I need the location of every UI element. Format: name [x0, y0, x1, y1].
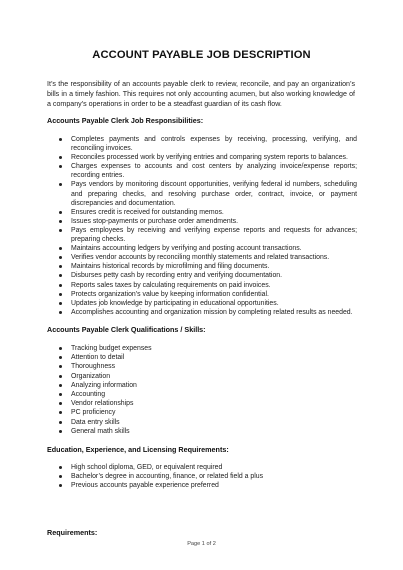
list-item: Verifies vendor accounts by reconciling monthly statements and related transactions. [47, 253, 357, 262]
requirements-heading: Requirements: [47, 528, 98, 537]
list-item: Reconciles processed work by verifying entries and comparing system reports to balances. [47, 153, 357, 162]
list-item: Tracking budget expenses [47, 344, 357, 353]
list-item: Bachelor’s degree in accounting, finance, or related field a plus [47, 472, 357, 481]
list-item: Accomplishes accounting and organization mission by completing related results as needed. [47, 308, 357, 317]
list-item: Disburses petty cash by recording entry and verifying documentation. [47, 271, 357, 280]
list-item: Vendor relationships [47, 399, 357, 408]
document-title: ACCOUNT PAYABLE JOB DESCRIPTION [92, 49, 311, 61]
list-item: Analyzing information [47, 381, 357, 390]
bullet-icon [59, 302, 62, 305]
list-item: Pays vendors by monitoring discount opportunities, verifying federal id numbers, scheduling and preparing checks, and resolving purchase order, contract, invoice, or payment discrepancies and documentation. [47, 180, 357, 207]
list-item: PC proficiency [47, 408, 357, 417]
bullet-icon [59, 466, 62, 469]
list-item: Completes payments and controls expenses by receiving, processing, verifying, and reconciling invoices. [47, 135, 357, 153]
bullet-icon [59, 402, 62, 405]
bullet-icon [59, 256, 62, 259]
bullet-icon [59, 156, 62, 159]
bullet-icon [59, 229, 62, 232]
list-item: Maintains historical records by microfilming and filing documents. [47, 262, 357, 271]
bullet-icon [59, 247, 62, 250]
list-item: General math skills [47, 427, 357, 436]
education-heading: Education, Experience, and Licensing Requirements: [47, 445, 229, 454]
bullet-icon [59, 183, 62, 186]
bullet-icon [59, 274, 62, 277]
list-item: Organization [47, 372, 357, 381]
list-item: Maintains accounting ledgers by verifying and posting account transactions. [47, 244, 357, 253]
bullet-icon [59, 384, 62, 387]
bullet-icon [59, 393, 62, 396]
page-number-footer: Page 1 of 2 [187, 541, 216, 547]
list-item: Pays employees by receiving and verifying expense reports and requests for advances; preparing checks. [47, 226, 357, 244]
list-item: High school diploma, GED, or equivalent required [47, 463, 357, 472]
intro-paragraph: It’s the responsibility of an accounts payable clerk to review, reconcile, and pay an organization’s bills in a timely fashion. This requires not only accounting acumen, but also working knowledge of a company’s operations in order to be a steadfast guardian of its cash flow. [47, 80, 355, 109]
bullet-icon [59, 284, 62, 287]
responsibilities-heading: Accounts Payable Clerk Job Responsibilities: [47, 116, 204, 125]
list-item: Reports sales taxes by calculating requirements on paid invoices. [47, 281, 357, 290]
bullet-icon [59, 430, 62, 433]
responsibilities-list [47, 135, 357, 317]
bullet-icon [59, 293, 62, 296]
bullet-icon [59, 484, 62, 487]
list-item: Ensures credit is received for outstanding memos. [47, 208, 357, 217]
list-item: Issues stop-payments or purchase order amendments. [47, 217, 357, 226]
bullet-icon [59, 138, 62, 141]
bullet-icon [59, 421, 62, 424]
bullet-icon [59, 365, 62, 368]
bullet-icon [59, 347, 62, 350]
qualifications-list [47, 344, 357, 436]
bullet-icon [59, 475, 62, 478]
bullet-icon [59, 311, 62, 314]
bullet-icon [59, 411, 62, 414]
list-item: Previous accounts payable experience preferred [47, 481, 357, 490]
qualifications-heading: Accounts Payable Clerk Qualifications / Skills: [47, 325, 206, 334]
list-item: Thoroughness [47, 362, 357, 371]
bullet-icon [59, 220, 62, 223]
bullet-icon [59, 375, 62, 378]
list-item: Accounting [47, 390, 357, 399]
list-item: Data entry skills [47, 418, 357, 427]
bullet-icon [59, 165, 62, 168]
bullet-icon [59, 265, 62, 268]
list-item: Attention to detail [47, 353, 357, 362]
bullet-icon [59, 356, 62, 359]
education-list [47, 463, 357, 491]
list-item: Protects organization’s value by keeping information confidential. [47, 290, 357, 299]
bullet-icon [59, 211, 62, 214]
list-item: Charges expenses to accounts and cost centers by analyzing invoice/expense reports; recording entries. [47, 162, 357, 180]
list-item: Updates job knowledge by participating in educational opportunities. [47, 299, 357, 308]
